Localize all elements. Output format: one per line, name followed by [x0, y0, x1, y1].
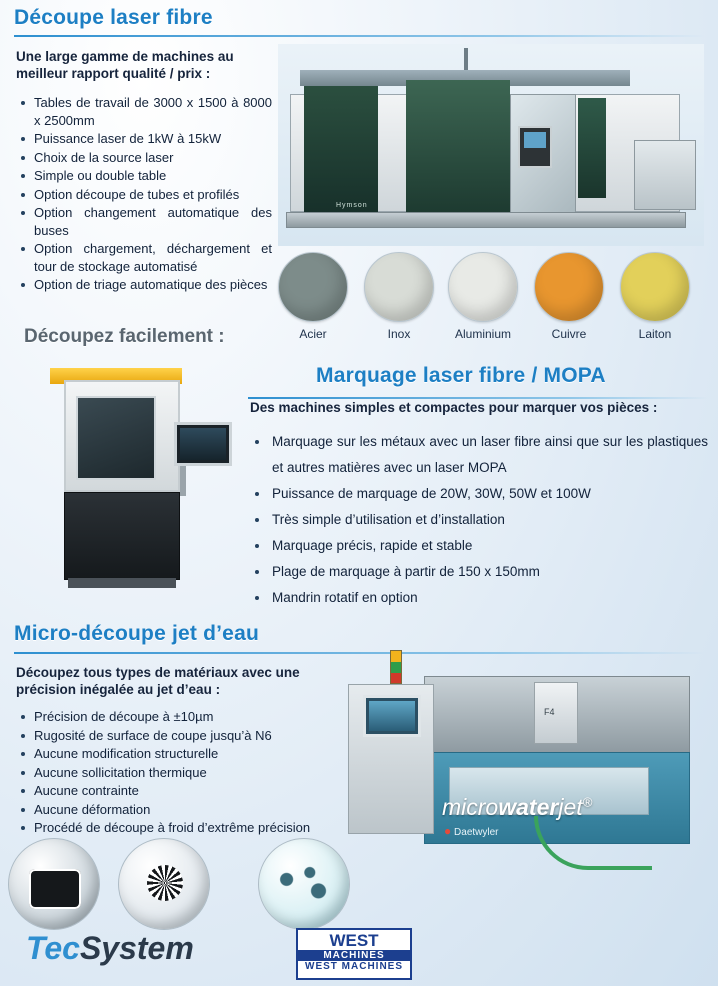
waterjet-manufacturer — [444, 824, 499, 838]
list-item: Simple ou double table — [16, 167, 272, 185]
logo-line-2: MACHINES — [298, 950, 410, 961]
footer-brand — [26, 930, 194, 967]
wordmark-part-jet: jet — [558, 794, 583, 820]
sample-disc-3 — [258, 838, 350, 930]
marking-feature-list — [250, 429, 708, 611]
logo-line-3: WEST MACHINES — [305, 961, 403, 972]
list-item: Marquage sur les métaux avec un laser fibre ainsi que sur les plastiques et autres matières avec un laser MOPA — [250, 429, 708, 481]
divider-laser — [14, 35, 704, 37]
waterjet-hose — [534, 816, 652, 870]
marking-machine-feet — [68, 578, 176, 588]
machine-green-panel-left — [304, 86, 378, 214]
material-label: Cuivre — [551, 327, 587, 341]
machine-brand-label: Hymson — [336, 202, 368, 209]
section-title-laser-cutting: Découpe laser fibre — [14, 6, 213, 29]
list-item: Option de triage automatique des pièces — [16, 276, 272, 294]
sample-disc-1 — [8, 838, 100, 930]
materials-caption: Découpez facilement : — [24, 326, 225, 347]
list-item: Aucune modification structurelle — [16, 745, 362, 763]
marking-machine-window — [76, 396, 156, 480]
logo-line-1: WEST — [329, 931, 379, 950]
material-swatch — [448, 252, 518, 322]
bullet-dot-icon: ● — [444, 824, 452, 838]
list-item: Rugosité de surface de coupe jusqu’à N6 — [16, 727, 362, 745]
marking-machine-base-cabinet — [64, 492, 180, 580]
material-label: Aluminium — [454, 327, 511, 341]
material-label: Inox — [387, 327, 411, 341]
footer-brand-accent: Tec — [26, 930, 80, 966]
list-item: Aucune contrainte — [16, 782, 362, 800]
laser-lead-text: Une large gamme de machines au meilleur rapport qualité / prix : — [16, 49, 234, 81]
waterjet-cutting-head — [534, 682, 578, 744]
material-laiton — [618, 252, 692, 341]
marking-machine-cabinet — [64, 380, 180, 492]
list-item: Puissance laser de 1kW à 15kW — [16, 130, 272, 148]
section-title-waterjet: Micro-découpe jet d’eau — [14, 622, 259, 645]
machine-exchange-table — [634, 140, 696, 210]
list-item: Procédé de découpe à froid d’extrême précision — [16, 819, 362, 837]
waterjet-machine-photo — [338, 648, 710, 878]
list-item: Puissance de marquage de 20W, 30W, 50W et 100W — [250, 481, 708, 507]
machine-control-panel — [518, 126, 552, 168]
manufacturer-name: Daetwyler — [454, 827, 499, 838]
list-item: Plage de marquage à partir de 150 x 150mm — [250, 559, 708, 585]
wordmark-part-micro: micro — [442, 794, 499, 820]
marking-lead-text: Des machines simples et compactes pour marquer vos pièces : — [250, 400, 658, 415]
machine-green-panel-right — [578, 98, 606, 198]
sample-disc-2 — [118, 838, 210, 930]
section-title-marking: Marquage laser fibre / MOPA — [316, 364, 606, 387]
laser-feature-list — [16, 94, 272, 295]
list-item: Mandrin rotatif en option — [250, 585, 708, 611]
list-item: Marquage précis, rapide et stable — [250, 533, 708, 559]
list-item: Précision de découpe à ±10µm — [16, 708, 362, 726]
list-item: Option changement automatique des buses — [16, 204, 272, 239]
waterjet-feature-list — [16, 708, 362, 838]
cut-sample-photos — [4, 838, 354, 934]
registered-icon: ® — [582, 794, 593, 810]
material-swatch — [620, 252, 690, 322]
machine-green-panel-mid — [406, 80, 510, 214]
west-machines-logo — [296, 928, 412, 980]
material-inox — [362, 252, 436, 341]
laser-cutting-machine-photo — [278, 44, 704, 246]
material-swatch — [534, 252, 604, 322]
marking-machine-photo — [34, 366, 246, 596]
wordmark-part-water: water — [498, 794, 559, 820]
waterjet-lead-text: Découpez tous types de matériaux avec une précision inégalée au jet d’eau : — [16, 665, 300, 697]
list-item: Aucune sollicitation thermique — [16, 764, 362, 782]
material-samples — [276, 252, 706, 350]
footer-brand-rest: System — [79, 930, 194, 966]
material-label: Laiton — [638, 327, 672, 341]
list-item: Tables de travail de 3000 x 1500 à 8000 x 2500mm — [16, 94, 272, 129]
machine-base-rail — [286, 212, 686, 228]
signal-tower-light — [390, 650, 402, 684]
list-item: Choix de la source laser — [16, 149, 272, 167]
list-item: Option découpe de tubes et profilés — [16, 186, 272, 204]
list-item: Aucune déformation — [16, 801, 362, 819]
material-label: Acier — [299, 327, 327, 341]
list-item: Option chargement, déchargement et tour de stockage automatisé — [16, 240, 272, 275]
waterjet-hmi-screen — [363, 695, 421, 737]
material-cuivre — [532, 252, 606, 341]
marking-machine-monitor — [174, 422, 232, 466]
material-swatch — [364, 252, 434, 322]
material-aluminium — [446, 252, 520, 341]
list-item: Très simple d’utilisation et d’installation — [250, 507, 708, 533]
material-acier — [276, 252, 350, 341]
material-swatch — [278, 252, 348, 322]
waterjet-control-cabinet — [348, 684, 434, 834]
marking-machine-monitor-arm — [180, 466, 186, 496]
